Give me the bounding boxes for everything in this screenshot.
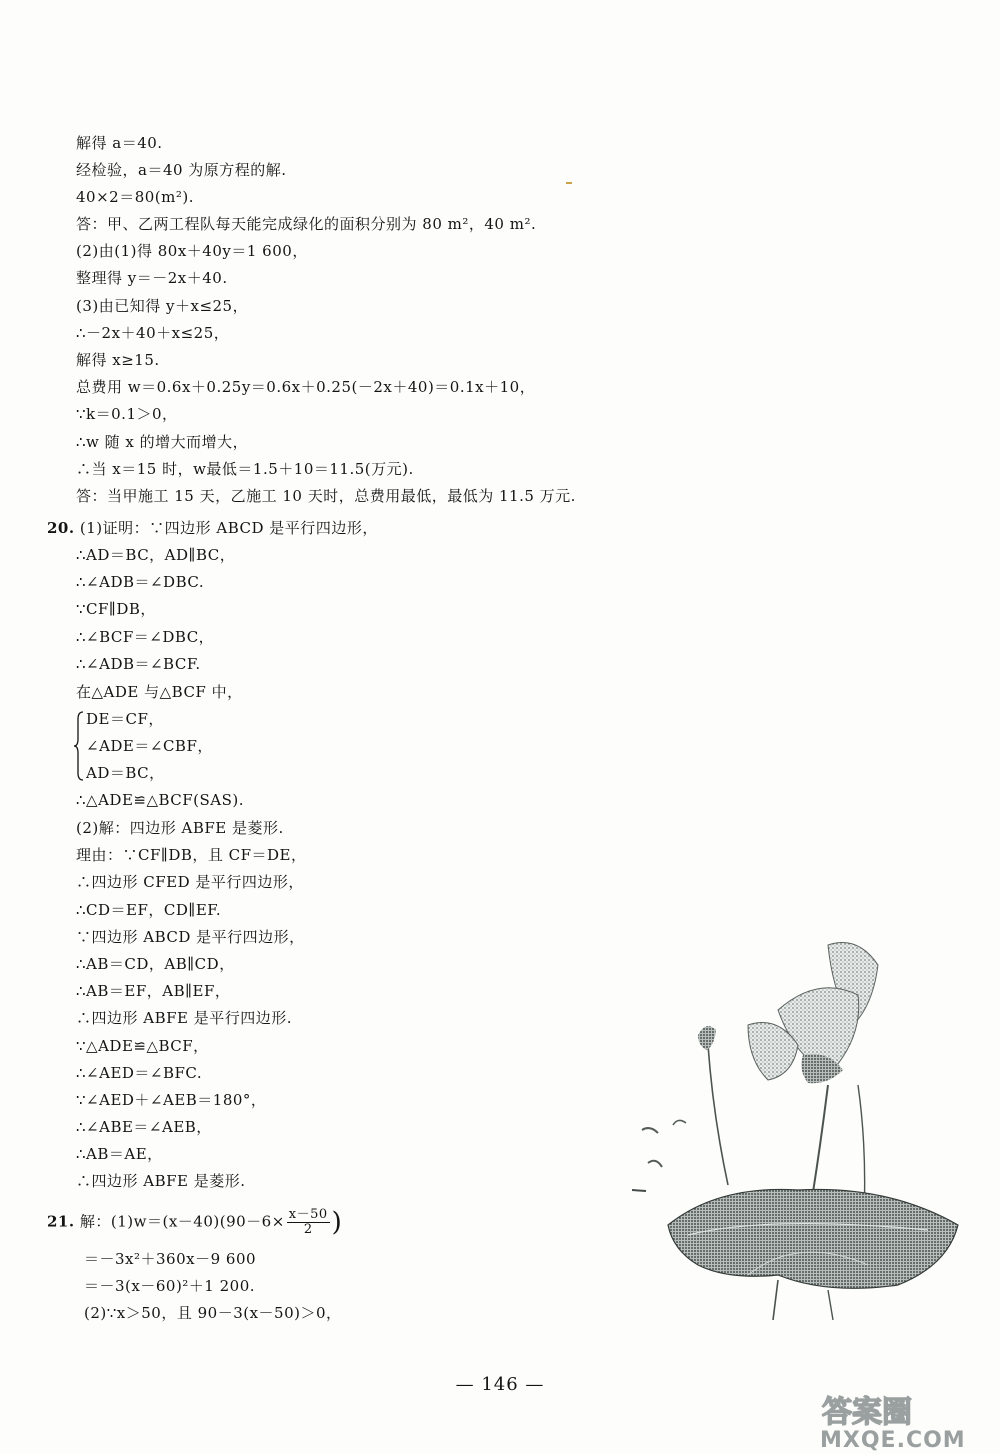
text-line: 经检验，a＝40 为原方程的解.: [76, 161, 287, 179]
ink-speck: [566, 182, 572, 184]
text-line: ∵△ADE≌△BCF，: [76, 1037, 209, 1055]
question-21-line: [47, 1208, 342, 1237]
question-number: 20.: [47, 519, 75, 537]
text-line: (3)由已知得 y＋x≤25，: [76, 297, 249, 315]
text-line: ∴∠BCF＝∠DBC，: [76, 628, 215, 646]
text-line: ∴AD＝BC，AD∥BC，: [76, 546, 236, 564]
text-line: ∠ADE＝∠CBF，: [86, 737, 213, 755]
text-segment: (1)证明：∵四边形 ABCD 是平行四边形，: [79, 519, 378, 537]
text-line: ∴△ADE≌△BCF(SAS).: [76, 791, 245, 809]
text-line: ∴当 x＝15 时，w最低＝1.5＋10＝11.5(万元).: [76, 460, 414, 478]
fraction-denominator: 2: [303, 1222, 313, 1237]
text-line: 答：当甲施工 15 天，乙施工 10 天时，总费用最低，最低为 11.5 万元.: [76, 487, 576, 505]
question-20-line: [47, 518, 378, 538]
text-line: DE＝CF，: [86, 710, 164, 728]
text-line: ∴∠ADB＝∠BCF.: [76, 655, 201, 673]
fraction-numerator: x－50: [288, 1207, 328, 1222]
text-line: ∴四边形 CFED 是平行四边形，: [76, 873, 304, 891]
text-line: 理由：∵CF∥DB，且 CF＝DE，: [76, 846, 307, 864]
text-line: 整理得 y＝－2x＋40.: [76, 269, 228, 287]
text-line: ∵四边形 ABCD 是平行四边形，: [76, 928, 305, 946]
text-line: ∴AB＝CD，AB∥CD，: [76, 955, 235, 973]
text-line: ∵∠AED＋∠AEB＝180°，: [76, 1091, 267, 1109]
watermark-chars: 答案圈: [822, 1395, 912, 1430]
text-line: ＝－3x²＋360x－9 600: [84, 1250, 257, 1268]
text-line: ∴四边形 ABFE 是菱形.: [76, 1172, 246, 1190]
lotus-ink-illustration: [628, 935, 968, 1325]
text-line: ＝－3(x－60)²＋1 200.: [84, 1277, 256, 1295]
left-brace-icon: [74, 711, 84, 781]
text-line: ∴AB＝EF，AB∥EF，: [76, 982, 231, 1000]
text-line: (2)解：四边形 ABFE 是菱形.: [76, 819, 284, 837]
text-line: 在△ADE 与△BCF 中，: [76, 683, 243, 701]
text-line: ∵CF∥DB，: [76, 600, 156, 618]
text-line: 40×2＝80(m²).: [76, 188, 194, 206]
text-line: (2)∵x＞50，且 90－3(x－50)＞0，: [84, 1304, 342, 1322]
text-line: 总费用 w＝0.6x＋0.25y＝0.6x＋0.25(－2x＋40)＝0.1x＋10，: [76, 378, 536, 396]
text-line: (2)由(1)得 80x＋40y＝1 600，: [76, 242, 308, 260]
watermark-text: MXQE.COM: [820, 1428, 966, 1453]
text-line: 解得 x≥15.: [76, 351, 160, 369]
text-line: ∴∠ADB＝∠DBC.: [76, 573, 205, 591]
close-paren: ): [331, 1207, 343, 1238]
text-line: AD＝BC，: [86, 764, 165, 782]
text-line: ∴∠AED＝∠BFC.: [76, 1064, 203, 1082]
page-number: — 146 —: [455, 1374, 545, 1395]
text-line: ∵k＝0.1＞0，: [76, 405, 178, 423]
text-line: ∴∠ABE＝∠AEB，: [76, 1118, 212, 1136]
text-segment: 解：(1)w＝(x－40)(90－6×: [79, 1212, 285, 1231]
text-line: 解得 a＝40.: [76, 134, 163, 152]
text-line: 答：甲、乙两工程队每天能完成绿化的面积分别为 80 m²，40 m².: [76, 215, 537, 233]
text-line: ∴四边形 ABFE 是平行四边形.: [76, 1009, 293, 1027]
text-line: ∴CD＝EF，CD∥EF.: [76, 901, 222, 919]
question-number: 21.: [47, 1212, 75, 1231]
text-line: ∴－2x＋40＋x≤25，: [76, 324, 230, 342]
text-line: ∴AB＝AE，: [76, 1145, 163, 1163]
text-line: ∴w 随 x 的增大而增大，: [76, 433, 249, 451]
fraction: [287, 1208, 330, 1237]
